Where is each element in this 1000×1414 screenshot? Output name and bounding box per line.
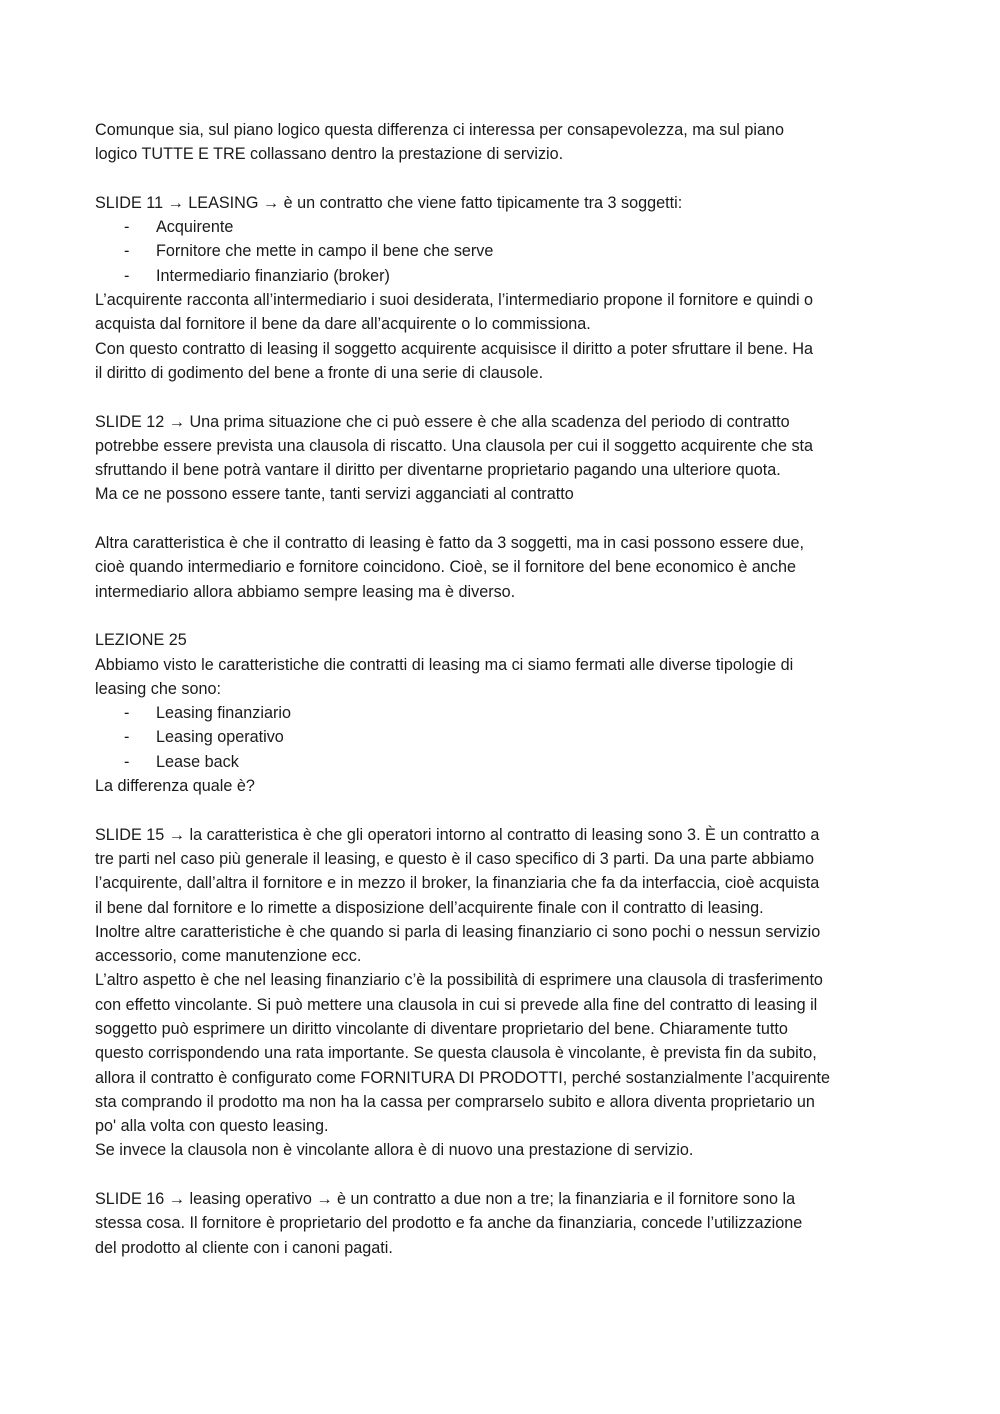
- text-line: leasing che sono:: [95, 679, 221, 698]
- text-line: il diritto di godimento del bene a fronte di una serie di clausole.: [95, 363, 544, 382]
- bullet-marker: -: [124, 266, 130, 285]
- text-line: soggetto può esprimere un diritto vincolante di diventare proprietario del bene. Chiaramente tutto: [95, 1019, 788, 1038]
- text-line: Ma ce ne possono essere tante, tanti servizi agganciati al contratto: [95, 485, 574, 504]
- list-item: [95, 264, 910, 288]
- document-page: [95, 118, 910, 1260]
- text-line: con effetto vincolante. Si può mettere una clausola in cui si prevede alla fine del contratto di leasing il: [95, 995, 818, 1014]
- text-line: SLIDE 12 → Una prima situazione che ci può essere è che alla scadenza del periodo di contratto: [95, 412, 790, 431]
- text-line: po' alla volta con questo leasing.: [95, 1117, 329, 1136]
- text-line: Se invece la clausola non è vincolante allora è di nuovo una prestazione di servizio.: [95, 1141, 694, 1160]
- list-item: [95, 701, 910, 725]
- list-item: [95, 239, 910, 263]
- text-line: tre parti nel caso più generale il leasing, e questo è il caso specifico di 3 parti. Da una parte abbiamo: [95, 849, 814, 868]
- text-line: L’altro aspetto è che nel leasing finanziario c’è la possibilità di esprimere una clausola di trasferimento: [95, 971, 823, 990]
- bullet-marker: -: [124, 728, 130, 747]
- text-line: Altra caratteristica è che il contratto di leasing è fatto da 3 soggetti, ma in casi possono essere due,: [95, 534, 805, 553]
- text-line: LEZIONE 25: [95, 631, 187, 650]
- list-item-text: Intermediario finanziario (broker): [156, 266, 390, 285]
- text-line: Con questo contratto di leasing il soggetto acquirente acquisisce il diritto a poter sfruttare il bene. Ha: [95, 339, 814, 358]
- text-line: sta comprando il prodotto ma non ha la cassa per comprarselo subito e allora diventa proprietario un: [95, 1092, 815, 1111]
- text-line: Abbiamo visto le caratteristiche die contratti di leasing ma ci siamo fermati alle diverse tipologie di: [95, 655, 794, 674]
- list-item-text: Acquirente: [156, 218, 234, 237]
- paragraph-spacer: [95, 798, 910, 822]
- text-line: cioè quando intermediario e fornitore coincidono. Cioè, se il fornitore del bene economico è anche: [95, 558, 796, 577]
- list-item: [95, 725, 910, 749]
- list-item-text: Leasing finanziario: [156, 704, 291, 723]
- text-line: Comunque sia, sul piano logico questa differenza ci interessa per consapevolezza, ma sul piano: [95, 121, 784, 139]
- bullet-marker: -: [124, 218, 130, 237]
- paragraph-spacer: [95, 604, 910, 628]
- text-line: il bene dal fornitore e lo rimette a disposizione dell’acquirente finale con il contratto di leasing.: [95, 898, 764, 917]
- bullet-marker: -: [124, 752, 130, 771]
- text-line: accessorio, come manutenzione ecc.: [95, 947, 362, 966]
- text-line: Inoltre altre caratteristiche è che quando si parla di leasing finanziario ci sono pochi o nessun servizio: [95, 922, 821, 941]
- text-line: intermediario allora abbiamo sempre leasing ma è diverso.: [95, 582, 516, 601]
- bullet-marker: -: [124, 704, 130, 723]
- text-line: stessa cosa. Il fornitore è proprietario del prodotto e fa anche da finanziaria, concede l’utilizzazione: [95, 1214, 803, 1233]
- text-line: potrebbe essere prevista una clausola di riscatto. Una clausola per cui il soggetto acquirente che sta: [95, 436, 814, 455]
- list-item-text: Fornitore che mette in campo il bene che serve: [156, 242, 494, 261]
- bullet-marker: -: [124, 242, 130, 261]
- text-line: L’acquirente racconta all’intermediario i suoi desiderata, l’intermediario propone il fornitore e quindi o: [95, 291, 814, 310]
- text-line: SLIDE 11 → LEASING → è un contratto che viene fatto tipicamente tra 3 soggetti:: [95, 193, 683, 212]
- list-item: [95, 215, 910, 239]
- text-line: logico TUTTE E TRE collassano dentro la prestazione di servizio.: [95, 145, 564, 164]
- list-item: [95, 750, 910, 774]
- text-line: La differenza quale è?: [95, 777, 255, 796]
- text-line: acquista dal fornitore il bene da dare all’acquirente o lo commissiona.: [95, 315, 591, 334]
- text-line: SLIDE 15 → la caratteristica è che gli operatori intorno al contratto di leasing sono 3. È un contratto a: [95, 825, 820, 844]
- text-line: del prodotto al cliente con i canoni pagati.: [95, 1238, 393, 1257]
- paragraph-spacer: [95, 385, 910, 409]
- paragraph-spacer: [95, 507, 910, 531]
- text-line: sfruttando il bene potrà vantare il diritto per diventarne proprietario pagando una ulteriore quota.: [95, 461, 781, 480]
- list-item-text: Leasing operativo: [156, 728, 284, 747]
- text-line: allora il contratto è configurato come FORNITURA DI PRODOTTI, perché sostanzialmente l’acquirente: [95, 1068, 831, 1087]
- list-item-text: Lease back: [156, 752, 239, 771]
- text-line: l’acquirente, dall’altra il fornitore e in mezzo il broker, la finanziaria che fa da interfaccia, cioè acquista: [95, 874, 820, 893]
- paragraph-spacer: [95, 1163, 910, 1187]
- text-line: questo corrispondendo una rata importante. Se questa clausola è vincolante, è prevista fin da subito,: [95, 1044, 817, 1063]
- text-line: SLIDE 16 → leasing operativo → è un contratto a due non a tre; la finanziaria e il fornitore sono la: [95, 1190, 796, 1209]
- paragraph-spacer: [95, 167, 910, 191]
